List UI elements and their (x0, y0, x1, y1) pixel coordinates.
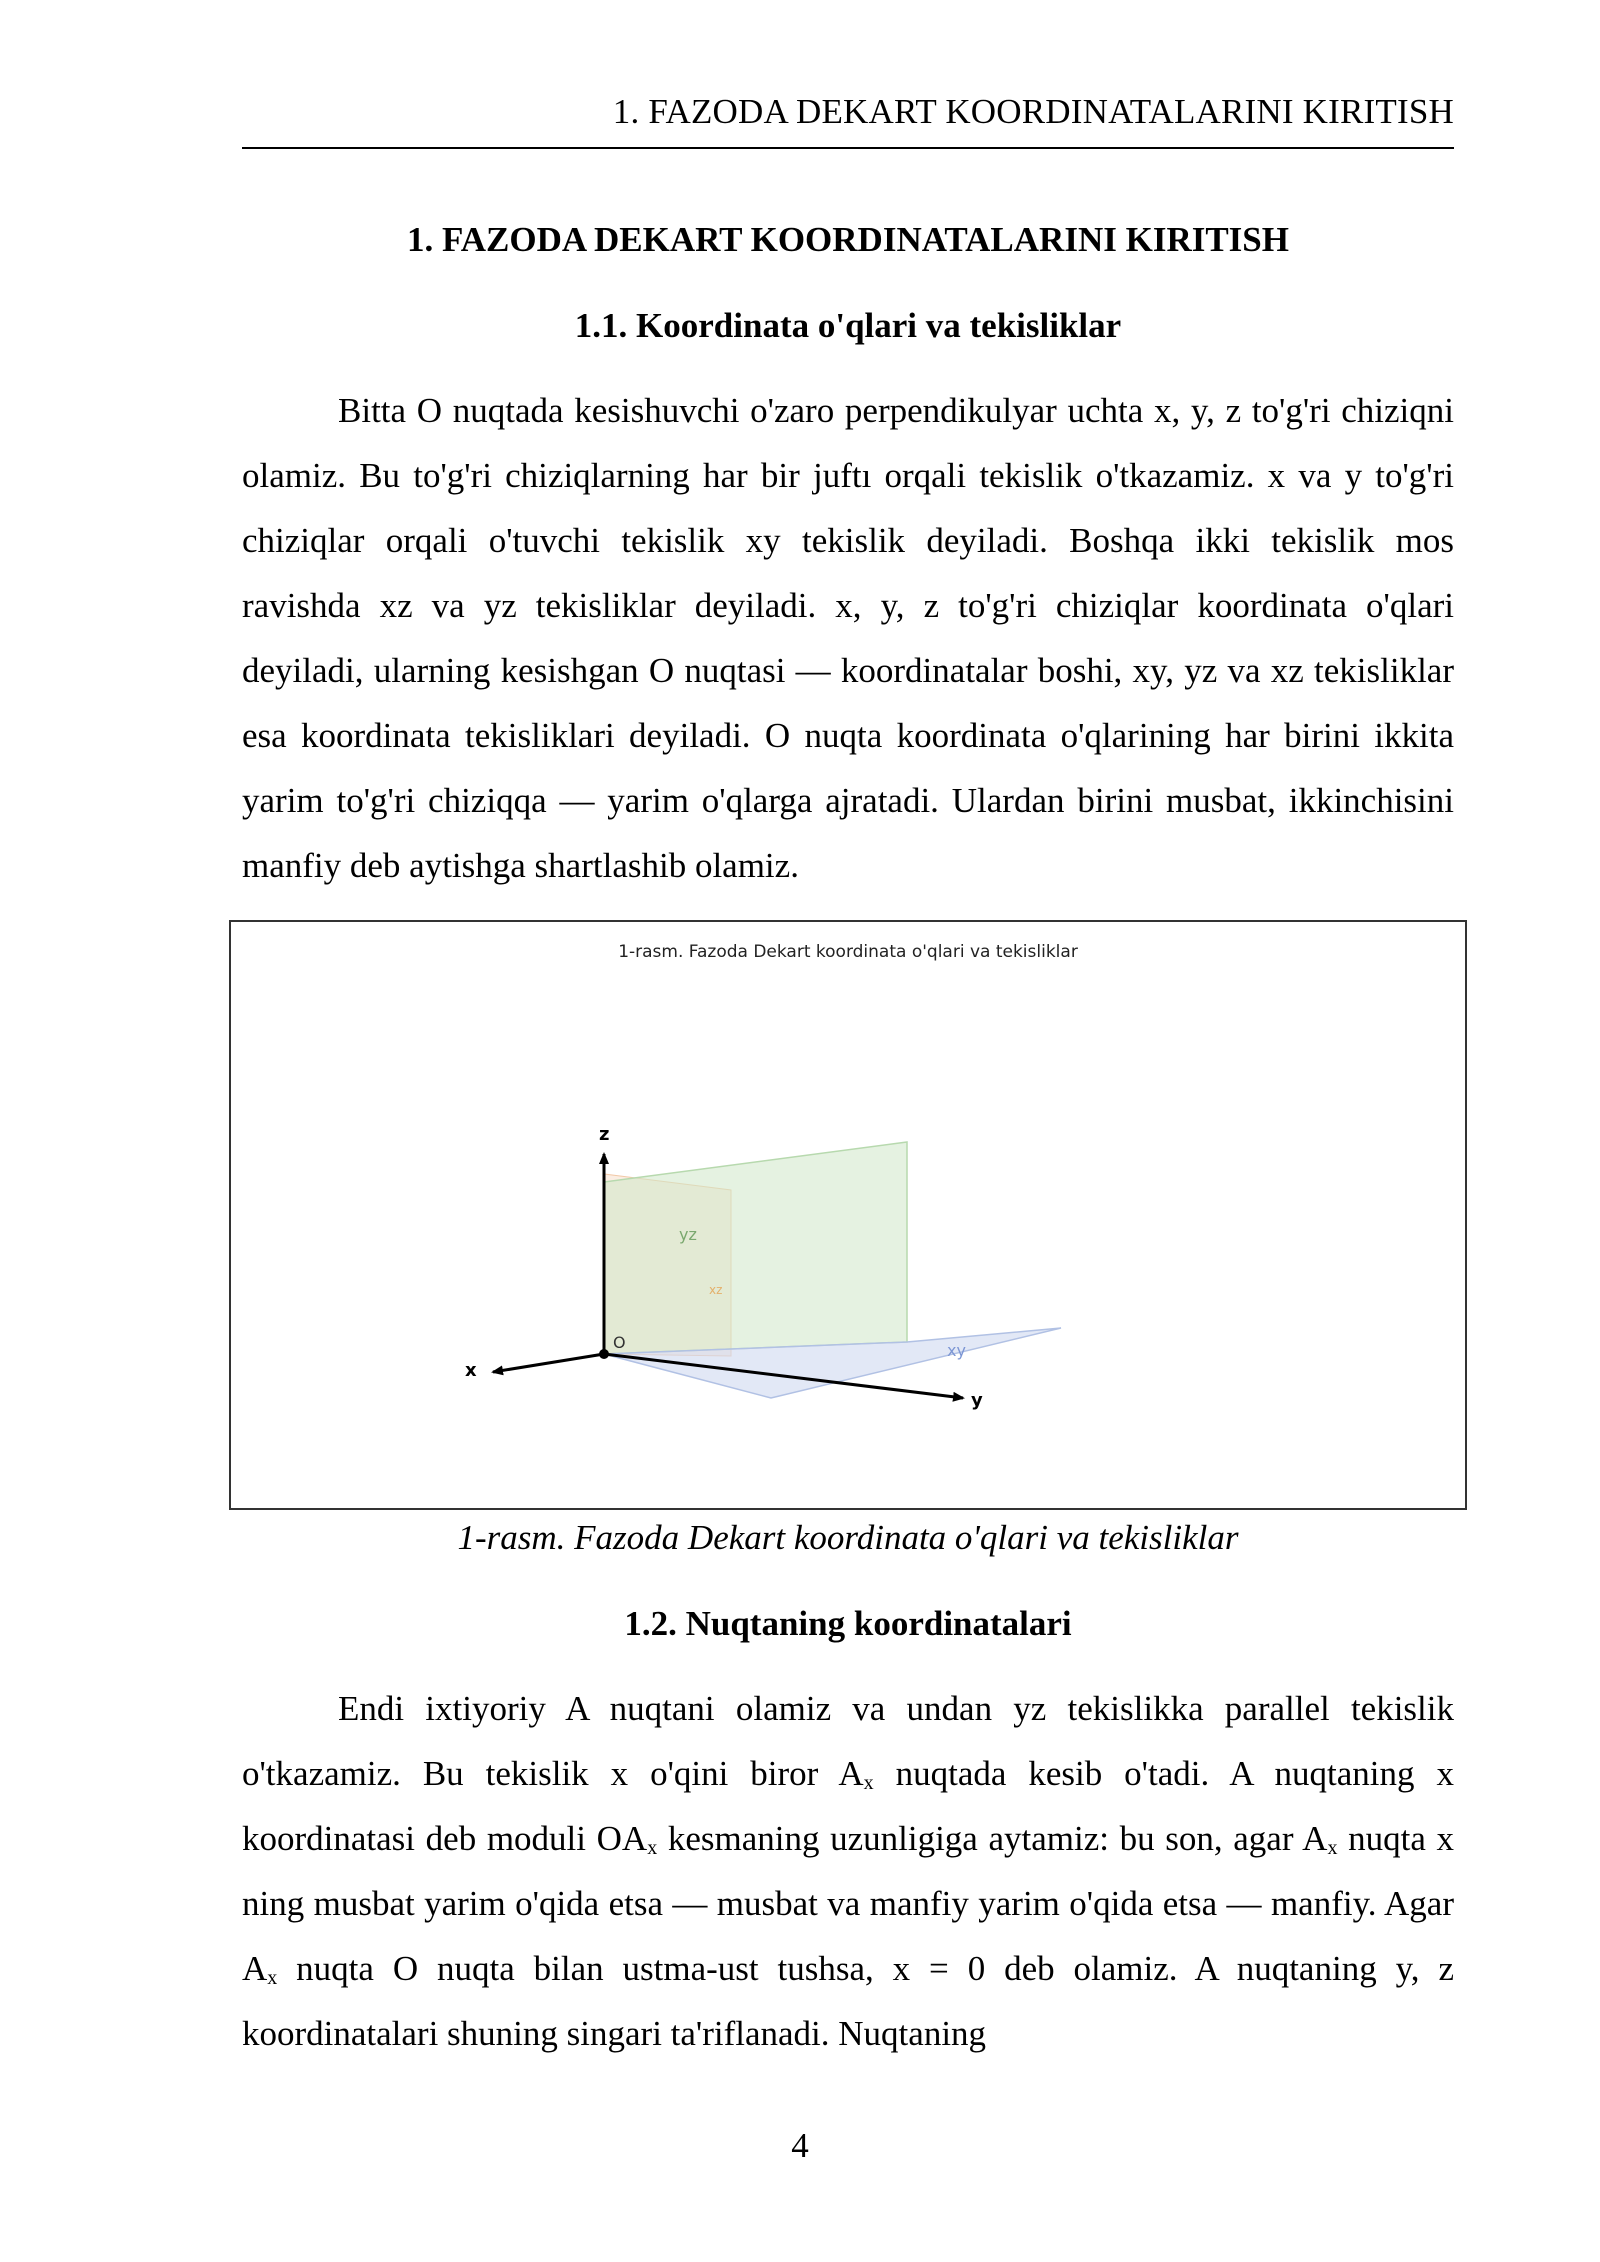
subscript-x: x (863, 1772, 874, 1794)
running-header: 1. FAZODA DEKART KOORDINATALARINI KIRITISH (612, 92, 1454, 131)
subscript-x: x (647, 1837, 658, 1859)
paragraph-text-part-4: nuqta x ning musbat yarim o'qida etsa — musbat va manfiy yarim o'qida etsa — manfiy. Agar A (242, 1819, 1454, 1988)
paragraph-text-part-1: Endi ixtiyoriy A nuqtani olamiz va undan yz tekislikka parallel tekislik o'tkazamiz. Bu tekislik x o'qini biror A (242, 1689, 1454, 1793)
origin-label: O (613, 1333, 626, 1352)
x-axis-label: x (465, 1360, 477, 1381)
figure-coordinate-axes (229, 920, 1467, 1510)
paragraph-text: Bitta O nuqtada kesishuvchi o'zaro perpendikulyar uchta x, y, z to'g'ri chiziqni olamiz. Bu to'g'ri chiziqlarning har bir juftı orqali tekislik o'tkazamiz. x va y to'g'ri chiziqlar orqali o'tuvchi tekislik xy tekislik deyiladi. Boshqa ikki tekislik mos ravishda xz va yz tekisliklar deyiladi. x, y, z to'g'ri chiziqlar koordinata o'qlari deyiladi, ularning kesishgan O nuqtasi — koordinatalar boshi, xy, yz va xz tekisliklar esa koordinata tekisliklari deyiladi. O nuqta koordinata o'qlarining har birini ikkita yarim to'g'ri chiziqqa — yarim o'qlarga ajratadi. Ulardan birini musbat, ikkinchisini manfiy deb aytishga shartlashib olamiz. (242, 391, 1454, 885)
y-axis-label: y (971, 1390, 983, 1411)
chapter-title: 1. FAZODA DEKART KOORDINATALARINI KIRITISH (406, 220, 1289, 259)
section-title-1-2: 1.2. Nuqtaning koordinatalari (624, 1604, 1072, 1643)
yz-plane (604, 1142, 907, 1354)
paragraph-text-part-5: nuqta O nuqta bilan ustma-ust tushsa, x = 0 deb olamiz. A nuqtaning y, z koordinatalari shuning singari ta'riflanadi. Nuqtaning (242, 1949, 1454, 2053)
paragraph-text-part-3: kesmaning uzunligiga aytamiz: bu son, agar A (657, 1819, 1328, 1858)
xz-plane-label: xz (709, 1283, 723, 1297)
z-axis-label: z (599, 1124, 610, 1145)
figure-inner-title: 1-rasm. Fazoda Dekart koordinata o'qlari va tekisliklar (618, 942, 1078, 962)
subscript-x: x (267, 1967, 278, 1989)
origin-point (599, 1349, 609, 1359)
subscript-x: x (1327, 1837, 1338, 1859)
yz-plane-label: yz (679, 1225, 697, 1244)
paragraph-axes-and-planes (242, 378, 1454, 898)
xy-plane-label: xy (947, 1341, 966, 1360)
section-title-1-1: 1.1. Koordinata o'qlari va tekisliklar (574, 306, 1122, 345)
paragraph-text-part-2: nuqtada kesib o'tadi. A nuqtaning x koordinatasi deb moduli OA (242, 1754, 1454, 1858)
x-axis (493, 1354, 604, 1372)
axes-diagram (231, 922, 1465, 1508)
paragraph-point-coordinates (242, 1676, 1454, 2066)
header-rule (242, 147, 1454, 149)
figure-caption: 1-rasm. Fazoda Dekart koordinata o'qlari va tekisliklar (457, 1518, 1239, 1557)
page-number: 4 (791, 2126, 809, 2165)
